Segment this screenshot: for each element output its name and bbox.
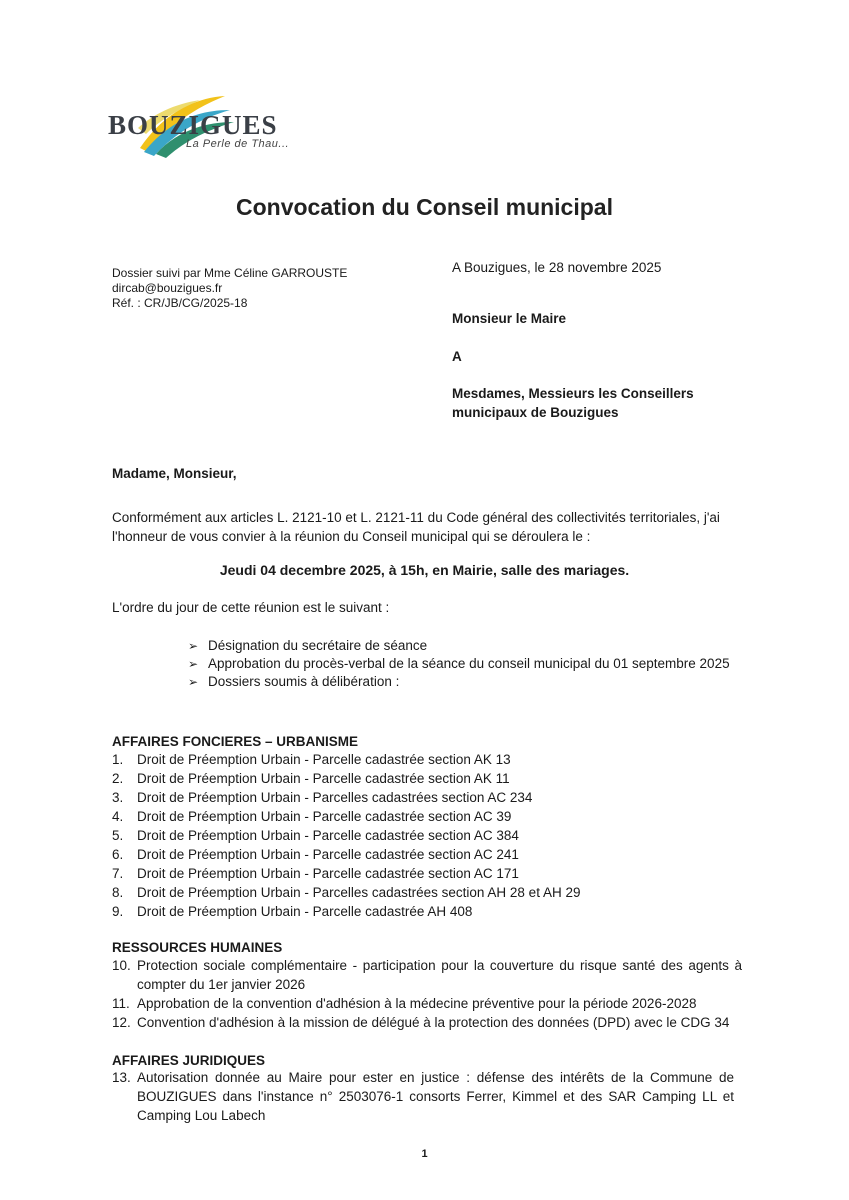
- recipients: [452, 384, 694, 422]
- intro-paragraph: [112, 508, 752, 546]
- agenda-bullet: [188, 637, 730, 655]
- agenda-intro: L'ordre du jour de cette réunion est le suivant :: [112, 600, 390, 615]
- item-number: 8.: [112, 885, 124, 900]
- section-title-affaires-juridiques: AFFAIRES JURIDIQUES: [112, 1053, 266, 1068]
- sender-block: [112, 266, 347, 311]
- item-text: Droit de Préemption Urbain - Parcelles cadastrées section AH 28 et AH 29: [137, 885, 581, 900]
- agenda-item: [112, 826, 752, 845]
- section-title-ressources-humaines: RESSOURCES HUMAINES: [112, 940, 283, 955]
- item-number: 3.: [112, 790, 124, 805]
- agenda-item: [112, 788, 752, 807]
- item-text: Droit de Préemption Urbain - Parcelle cadastrée section AC 241: [137, 847, 519, 862]
- agenda-bullet-text: Désignation du secrétaire de séance: [208, 638, 428, 653]
- section-list-ressources-humaines: [112, 956, 742, 1032]
- section-list-affaires-juridiques: [112, 1068, 734, 1125]
- item-number: 10.: [112, 958, 131, 973]
- item-number: 11.: [112, 996, 130, 1011]
- item-number: 1.: [112, 752, 124, 767]
- item-number: 4.: [112, 809, 124, 824]
- agenda-item: [112, 1068, 734, 1125]
- salutation: Madame, Monsieur,: [112, 466, 237, 481]
- addresser: Monsieur le Maire: [452, 311, 567, 326]
- section-title-urbanisme: AFFAIRES FONCIERES – URBANISME: [112, 734, 359, 749]
- item-text: Droit de Préemption Urbain - Parcelle cadastrée section AC 39: [137, 809, 512, 824]
- agenda-bullet: [188, 673, 730, 691]
- item-text: Protection sociale complémentaire - participation pour la couverture du risque santé des agents à compter du 1er janvier 2026: [137, 958, 742, 992]
- item-text: Droit de Préemption Urbain - Parcelles cadastrées section AC 234: [137, 790, 533, 805]
- agenda-item: [112, 845, 752, 864]
- agenda-item: [112, 769, 752, 788]
- arrow-bullet-icon: ➢: [188, 639, 199, 653]
- logo-wordmark: BOUZIGUES: [108, 110, 278, 140]
- arrow-bullet-icon: ➢: [188, 657, 199, 671]
- section-list-urbanisme: [112, 750, 752, 921]
- agenda-item: [112, 750, 752, 769]
- logo-tagline: La Perle de Thau...: [186, 138, 290, 150]
- agenda-item: [112, 956, 742, 994]
- agenda-item: [112, 1013, 742, 1032]
- recipients-line-2: municipaux de Bouzigues: [452, 405, 619, 420]
- intro-line-1: Conformément aux articles L. 2121-10 et L. 2121-11 du Code général des collectivités territoriales, j'ai: [112, 510, 720, 525]
- sender-reference: Réf. : CR/JB/CG/2025-18: [112, 296, 248, 310]
- agenda-item: [112, 864, 752, 883]
- arrow-bullet-icon: ➢: [188, 675, 199, 689]
- agenda-item: [112, 807, 752, 826]
- item-text: Droit de Préemption Urbain - Parcelle cadastrée section AC 171: [137, 866, 519, 881]
- item-number: 6.: [112, 847, 124, 862]
- item-text: Convention d'adhésion à la mission de délégué à la protection des données (DPD) avec le CDG 34: [137, 1015, 730, 1030]
- item-number: 5.: [112, 828, 124, 843]
- sender-email: dircab@bouzigues.fr: [112, 281, 223, 295]
- item-text: Approbation de la convention d'adhésion à la médecine préventive pour la période 2026-2028: [137, 996, 697, 1011]
- page-title: Convocation du Conseil municipal: [236, 194, 613, 220]
- place-date: A Bouzigues, le 28 novembre 2025: [452, 260, 662, 275]
- item-text: Droit de Préemption Urbain - Parcelle cadastrée section AK 13: [137, 752, 511, 767]
- item-text: Droit de Préemption Urbain - Parcelle cadastrée AH 408: [137, 904, 473, 919]
- item-number: 7.: [112, 866, 124, 881]
- item-number: 12.: [112, 1015, 131, 1030]
- page-number: 1: [421, 1148, 428, 1160]
- item-number: 9.: [112, 904, 124, 919]
- agenda-bullet-text: Dossiers soumis à délibération :: [208, 674, 400, 689]
- intro-line-2: l'honneur de vous convier à la réunion du Conseil municipal qui se déroulera le :: [112, 529, 591, 544]
- agenda-item: [112, 883, 752, 902]
- item-text: Autorisation donnée au Maire pour ester en justice : défense des intérêts de la Commune de BOUZIGUES dans l'instance n° 2503076-1 consorts Ferrer, Kimmel et des SAR Camping LL et Camping Lou Labech: [137, 1070, 734, 1123]
- agenda-item: [112, 994, 742, 1013]
- bouzigues-logo: [108, 88, 308, 158]
- agenda-bullet: [188, 655, 730, 673]
- meeting-details: Jeudi 04 decembre 2025, à 15h, en Mairie, salle des mariages.: [219, 562, 630, 578]
- agenda-item: [112, 902, 752, 921]
- recipients-line-1: Mesdames, Messieurs les Conseillers: [452, 386, 694, 401]
- item-text: Droit de Préemption Urbain - Parcelle cadastrée section AK 11: [137, 771, 510, 786]
- item-number: 13.: [112, 1070, 131, 1085]
- addressing-to: A: [452, 349, 462, 364]
- sender-name: Dossier suivi par Mme Céline GARROUSTE: [112, 266, 348, 280]
- agenda-bullet-list: [188, 637, 730, 691]
- agenda-bullet-text: Approbation du procès-verbal de la séance du conseil municipal du 01 septembre 2025: [208, 656, 730, 671]
- item-number: 2.: [112, 771, 124, 786]
- item-text: Droit de Préemption Urbain - Parcelle cadastrée section AC 384: [137, 828, 519, 843]
